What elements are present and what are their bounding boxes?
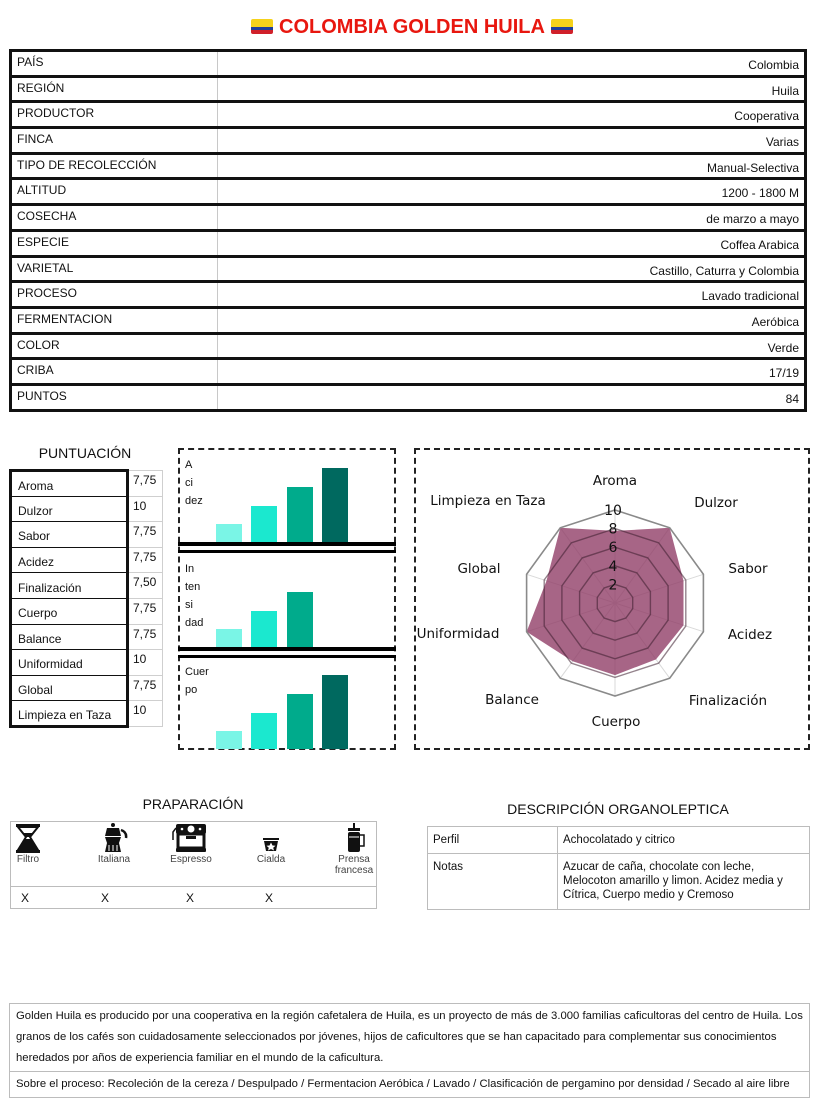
score-label: Acidez xyxy=(11,547,128,573)
divider xyxy=(178,647,396,651)
spec-label: PAÍS xyxy=(11,51,218,77)
spec-label: CRIBA xyxy=(11,359,218,385)
score-value: 7,75 xyxy=(128,624,163,650)
preparacion-table xyxy=(10,821,377,909)
score-label: Limpieza en Taza xyxy=(11,701,128,727)
spec-value: Manual-Selectiva xyxy=(218,153,806,179)
about-process: Sobre el proceso: Recoleción de la cereza / Despulpado / Fermentacion Aeróbica / Lavado / Clasificación de pergamino por densidad / Secado al aire libre xyxy=(10,1071,809,1097)
score-label: Balance xyxy=(11,624,128,650)
intensity-panel xyxy=(180,657,394,749)
spec-row xyxy=(11,153,806,179)
intensity-label: A ci dez xyxy=(185,459,203,507)
spec-label: FERMENTACION xyxy=(11,307,218,333)
method-italiana xyxy=(89,822,139,865)
spec-row xyxy=(11,128,806,154)
radar-axis-label: Balance xyxy=(485,692,539,708)
score-row xyxy=(11,701,163,727)
score-row xyxy=(11,598,163,624)
intensity-label: In ten si dad xyxy=(185,563,204,629)
score-value: 7,75 xyxy=(128,675,163,701)
perfil-label: Perfil xyxy=(428,827,558,854)
score-value: 7,75 xyxy=(128,598,163,624)
method-check-espresso: X xyxy=(186,891,195,905)
spec-row xyxy=(11,230,806,256)
radar-axis-label: Acidez xyxy=(727,627,773,643)
spec-label: ALTITUD xyxy=(11,179,218,205)
divider xyxy=(178,542,396,546)
spec-label: PRODUCTOR xyxy=(11,102,218,128)
page-title xyxy=(0,16,824,39)
score-value: 10 xyxy=(128,496,163,522)
score-label: Aroma xyxy=(11,471,128,497)
radar-tick: 8 xyxy=(608,521,618,538)
method-cialda xyxy=(251,822,291,865)
radar-axis-label: Sabor xyxy=(728,561,768,577)
chemex-filter-icon xyxy=(14,822,42,854)
espresso-machine-icon xyxy=(171,822,211,854)
table-row xyxy=(428,854,810,910)
method-label: Espresso xyxy=(170,854,212,865)
intensity-panel xyxy=(180,450,394,542)
spec-label: TIPO DE RECOLECCIÓN xyxy=(11,153,218,179)
intensity-panel xyxy=(180,554,394,647)
score-row xyxy=(11,650,163,676)
score-value: 7,75 xyxy=(128,547,163,573)
intensity-bar xyxy=(251,611,277,647)
radar-axis-label: Global xyxy=(457,561,501,577)
divider xyxy=(178,550,396,553)
radar-tick: 10 xyxy=(604,503,622,519)
score-label: Cuerpo xyxy=(11,598,128,624)
spec-value: Varias xyxy=(218,128,806,154)
spec-value: de marzo a mayo xyxy=(218,205,806,231)
method-check-cialda: X xyxy=(265,891,274,905)
spec-label: REGIÓN xyxy=(11,76,218,102)
spec-value: 17/19 xyxy=(218,359,806,385)
spec-row xyxy=(11,205,806,231)
spec-value: 84 xyxy=(218,384,806,410)
preparacion-title: PRAPARACIÓN xyxy=(142,796,244,812)
score-value: 7,75 xyxy=(128,522,163,548)
intensity-chart xyxy=(178,448,396,750)
spec-value: Colombia xyxy=(218,51,806,77)
spec-row xyxy=(11,51,806,77)
spec-value: Huila xyxy=(218,76,806,102)
notas-label: Notas xyxy=(428,854,558,910)
score-row xyxy=(11,624,163,650)
intensity-bar xyxy=(216,524,242,542)
score-label: Sabor xyxy=(11,522,128,548)
score-row xyxy=(11,496,163,522)
method-label: Prensa francesa xyxy=(334,854,374,876)
score-table xyxy=(9,469,163,728)
radar-tick: 6 xyxy=(608,540,618,557)
spec-row xyxy=(11,307,806,333)
spec-value: Aeróbica xyxy=(218,307,806,333)
spec-value: Castillo, Caturra y Colombia xyxy=(218,256,806,282)
method-prensa xyxy=(329,822,379,876)
colombia-flag-icon xyxy=(251,19,273,34)
score-label: Dulzor xyxy=(11,496,128,522)
french-press-icon xyxy=(340,822,368,854)
score-label: Global xyxy=(11,675,128,701)
intensity-bar xyxy=(216,629,242,647)
spec-label: COSECHA xyxy=(11,205,218,231)
score-label: Finalización xyxy=(11,573,128,599)
score-row xyxy=(11,522,163,548)
spec-label: PROCESO xyxy=(11,282,218,308)
radar-svg xyxy=(416,450,812,752)
about-box xyxy=(9,1003,810,1098)
spec-label: ESPECIE xyxy=(11,230,218,256)
radar-axis-label: Aroma xyxy=(592,473,638,489)
spec-row xyxy=(11,76,806,102)
spec-value: Verde xyxy=(218,333,806,359)
radar-axis-label: Limpieza en Taza xyxy=(430,493,546,509)
spec-value: 1200 - 1800 M xyxy=(218,179,806,205)
intensity-bar xyxy=(287,487,313,542)
intensity-bar xyxy=(287,694,313,749)
organoleptica-table xyxy=(427,826,810,910)
spec-row xyxy=(11,102,806,128)
radar-axis-label: Finalización xyxy=(688,693,768,709)
spec-label: VARIETAL xyxy=(11,256,218,282)
intensity-bar xyxy=(322,468,348,542)
colombia-flag-icon xyxy=(551,19,573,34)
organoleptica-title: DESCRIPCIÓN ORGANOLEPTICA xyxy=(507,801,729,817)
spec-label: FINCA xyxy=(11,128,218,154)
intensity-bar xyxy=(251,506,277,542)
score-value: 10 xyxy=(128,701,163,727)
spec-label: PUNTOS xyxy=(11,384,218,410)
spec-row xyxy=(11,333,806,359)
score-row xyxy=(11,471,163,497)
radar-tick: 4 xyxy=(608,558,618,575)
spec-value: Coffea Arabica xyxy=(218,230,806,256)
page-title-text: COLOMBIA GOLDEN HUILA xyxy=(279,16,545,38)
spec-row xyxy=(11,179,806,205)
score-value: 7,75 xyxy=(128,471,163,497)
spec-value: Cooperativa xyxy=(218,102,806,128)
method-check-italiana: X xyxy=(101,891,110,905)
score-row xyxy=(11,547,163,573)
intensity-bar xyxy=(251,713,277,749)
score-row xyxy=(11,675,163,701)
moka-pot-icon xyxy=(100,822,128,854)
score-row xyxy=(11,573,163,599)
about-description: Golden Huila es producido por una cooperativa en la región cafetalera de Huila, es un proyecto de más de 3.000 familias caficultoras del centro de Huila. Los granos de los cafés son cuidadosamente seleccionados por jóvenes, hijos de caficultores que se han capacitado para complementar sus conocimientos heredados por años de experiencia familiar en el mundo de la caficultura. xyxy=(16,1010,803,1064)
spec-value: Lavado tradicional xyxy=(218,282,806,308)
spec-table xyxy=(9,49,807,412)
score-value: 10 xyxy=(128,650,163,676)
coffee-pod-icon xyxy=(257,822,285,854)
method-espresso xyxy=(166,822,216,865)
preparacion-icons-row xyxy=(11,822,376,887)
intensity-bar xyxy=(322,675,348,749)
method-label: Cialda xyxy=(256,854,286,865)
method-label: Italiana xyxy=(97,854,131,865)
perfil-value: Achocolatado y citrico xyxy=(558,827,810,854)
intensity-bar xyxy=(216,731,242,749)
intensity-bar xyxy=(287,592,313,647)
radar-chart xyxy=(414,448,810,750)
method-check-filtro: X xyxy=(21,891,30,905)
intensity-label: Cuer po xyxy=(185,666,209,696)
puntuacion-title: PUNTUACIÓN xyxy=(38,445,132,461)
radar-axis-label: Uniformidad xyxy=(416,626,500,642)
radar-axis-label: Cuerpo xyxy=(591,714,641,730)
spec-row xyxy=(11,384,806,410)
radar-tick: 2 xyxy=(608,577,618,594)
spec-row xyxy=(11,256,806,282)
method-label: Filtro xyxy=(16,854,40,865)
table-row xyxy=(428,827,810,854)
spec-row xyxy=(11,359,806,385)
notas-value: Azucar de caña, chocolate con leche, Melocoton amarillo y limon. Acidez media y Cítrica, Cuerpo medio y Cremoso xyxy=(558,854,810,910)
score-value: 7,50 xyxy=(128,573,163,599)
radar-axis-label: Dulzor xyxy=(694,495,738,511)
spec-row xyxy=(11,282,806,308)
score-label: Uniformidad xyxy=(11,650,128,676)
method-filtro xyxy=(13,822,43,865)
spec-label: COLOR xyxy=(11,333,218,359)
